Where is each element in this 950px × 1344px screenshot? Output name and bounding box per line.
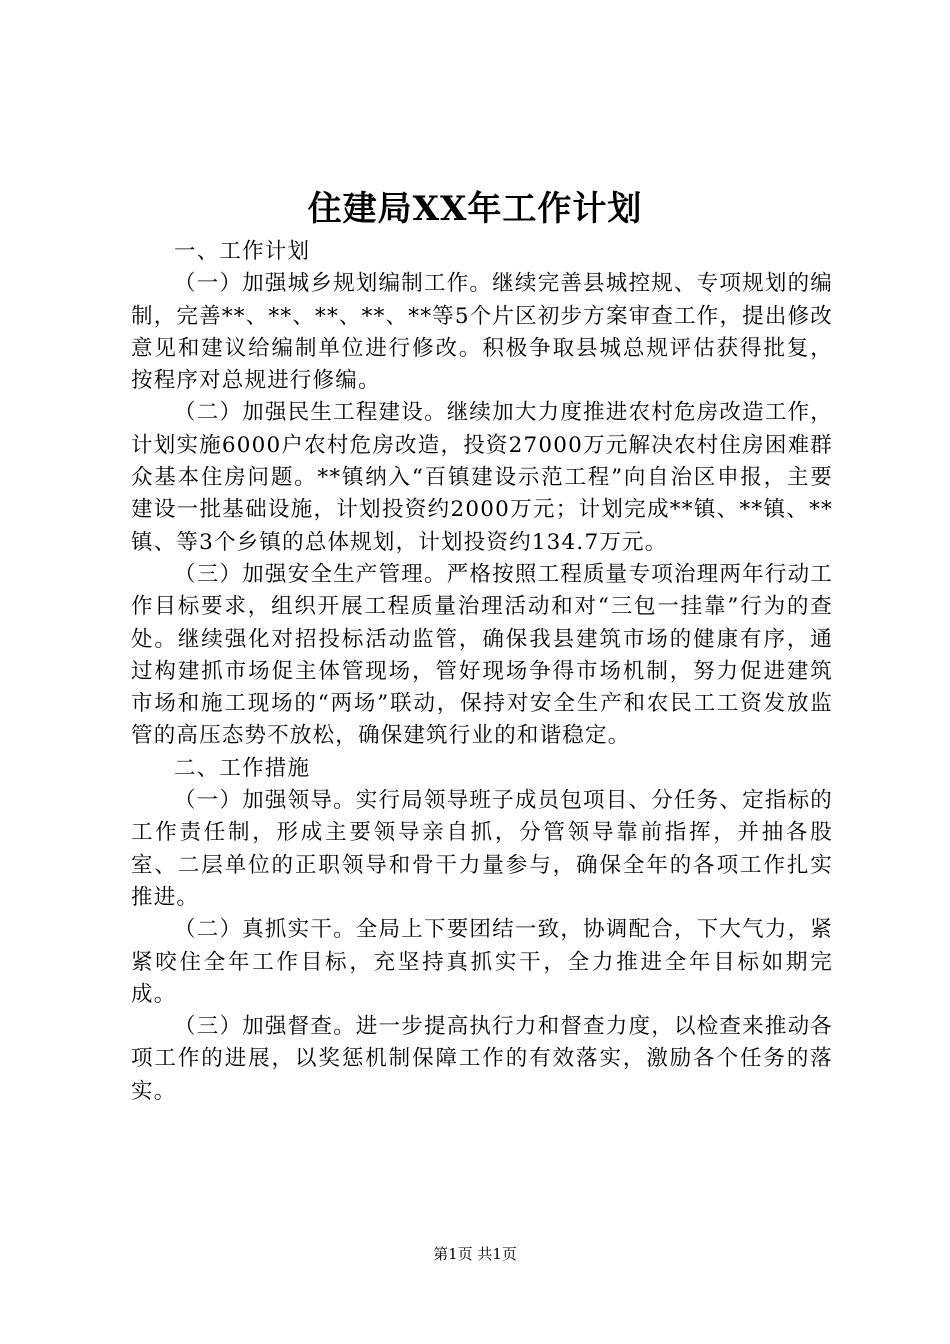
page-footer: 第1页 共1页 [433, 1245, 517, 1263]
paragraph: （二）加强民生工程建设。继续加大力度推进农村危房改造工作，计划实施6000户农村危房改造，投资27000万元解决农村住房困难群众基本住房问题。**镇纳入“百镇建设示范工程”向自治区申报，主要建设一批基础设施，计划投资约2000万元；计划完成**镇、**镇、**镇、等3个乡镇的总体规划，计划投资约134.7万元。 [131, 400, 833, 555]
section-heading: 二、工作措施 [174, 755, 311, 781]
document-body [131, 236, 833, 1108]
paragraph: （二）真抓实干。全局上下要团结一致，协调配合，下大气力，紧紧咬住全年工作目标，充坚持真抓实干，全力推进全年目标如期完成。 [131, 917, 833, 1007]
paragraph: （一）加强领导。实行局领导班子成员包项目、分任务、定指标的工作责任制，形成主要领导亲自抓，分管领导靠前指挥，并抽各股室、二层单位的正职领导和骨干力量参与，确保全年的各项工作扎实推进。 [131, 788, 833, 910]
paragraph: （三）加强督查。进一步提高执行力和督查力度，以检查来推动各项工作的进展，以奖惩机制保障工作的有效落实，激励各个任务的落实。 [131, 1014, 833, 1104]
paragraph: （三）加强安全生产管理。严格按照工程质量专项治理两年行动工作目标要求，组织开展工程质量治理活动和对“三包一挂靠”行为的查处。继续强化对招投标活动监管，确保我县建筑市场的健康有序，通过构建抓市场促主体管现场，管好现场争得市场机制，努力促进建筑市场和施工现场的“两场”联动，保持对安全生产和农民工工资发放监管的高压态势不放松，确保建筑行业的和谐稳定。 [131, 561, 833, 749]
document-title: 住建局XX年工作计划 [307, 189, 643, 229]
section-heading: 一、工作计划 [174, 239, 311, 264]
paragraph: （一）加强城乡规划编制工作。继续完善县城控规、专项规划的编制，完善**、**、**、**、**等5个片区初步方案审查工作，提出修改意见和建议给编制单位进行修改。积极争取县城总规评估获得批复，按程序对总规进行修编。 [131, 271, 833, 394]
